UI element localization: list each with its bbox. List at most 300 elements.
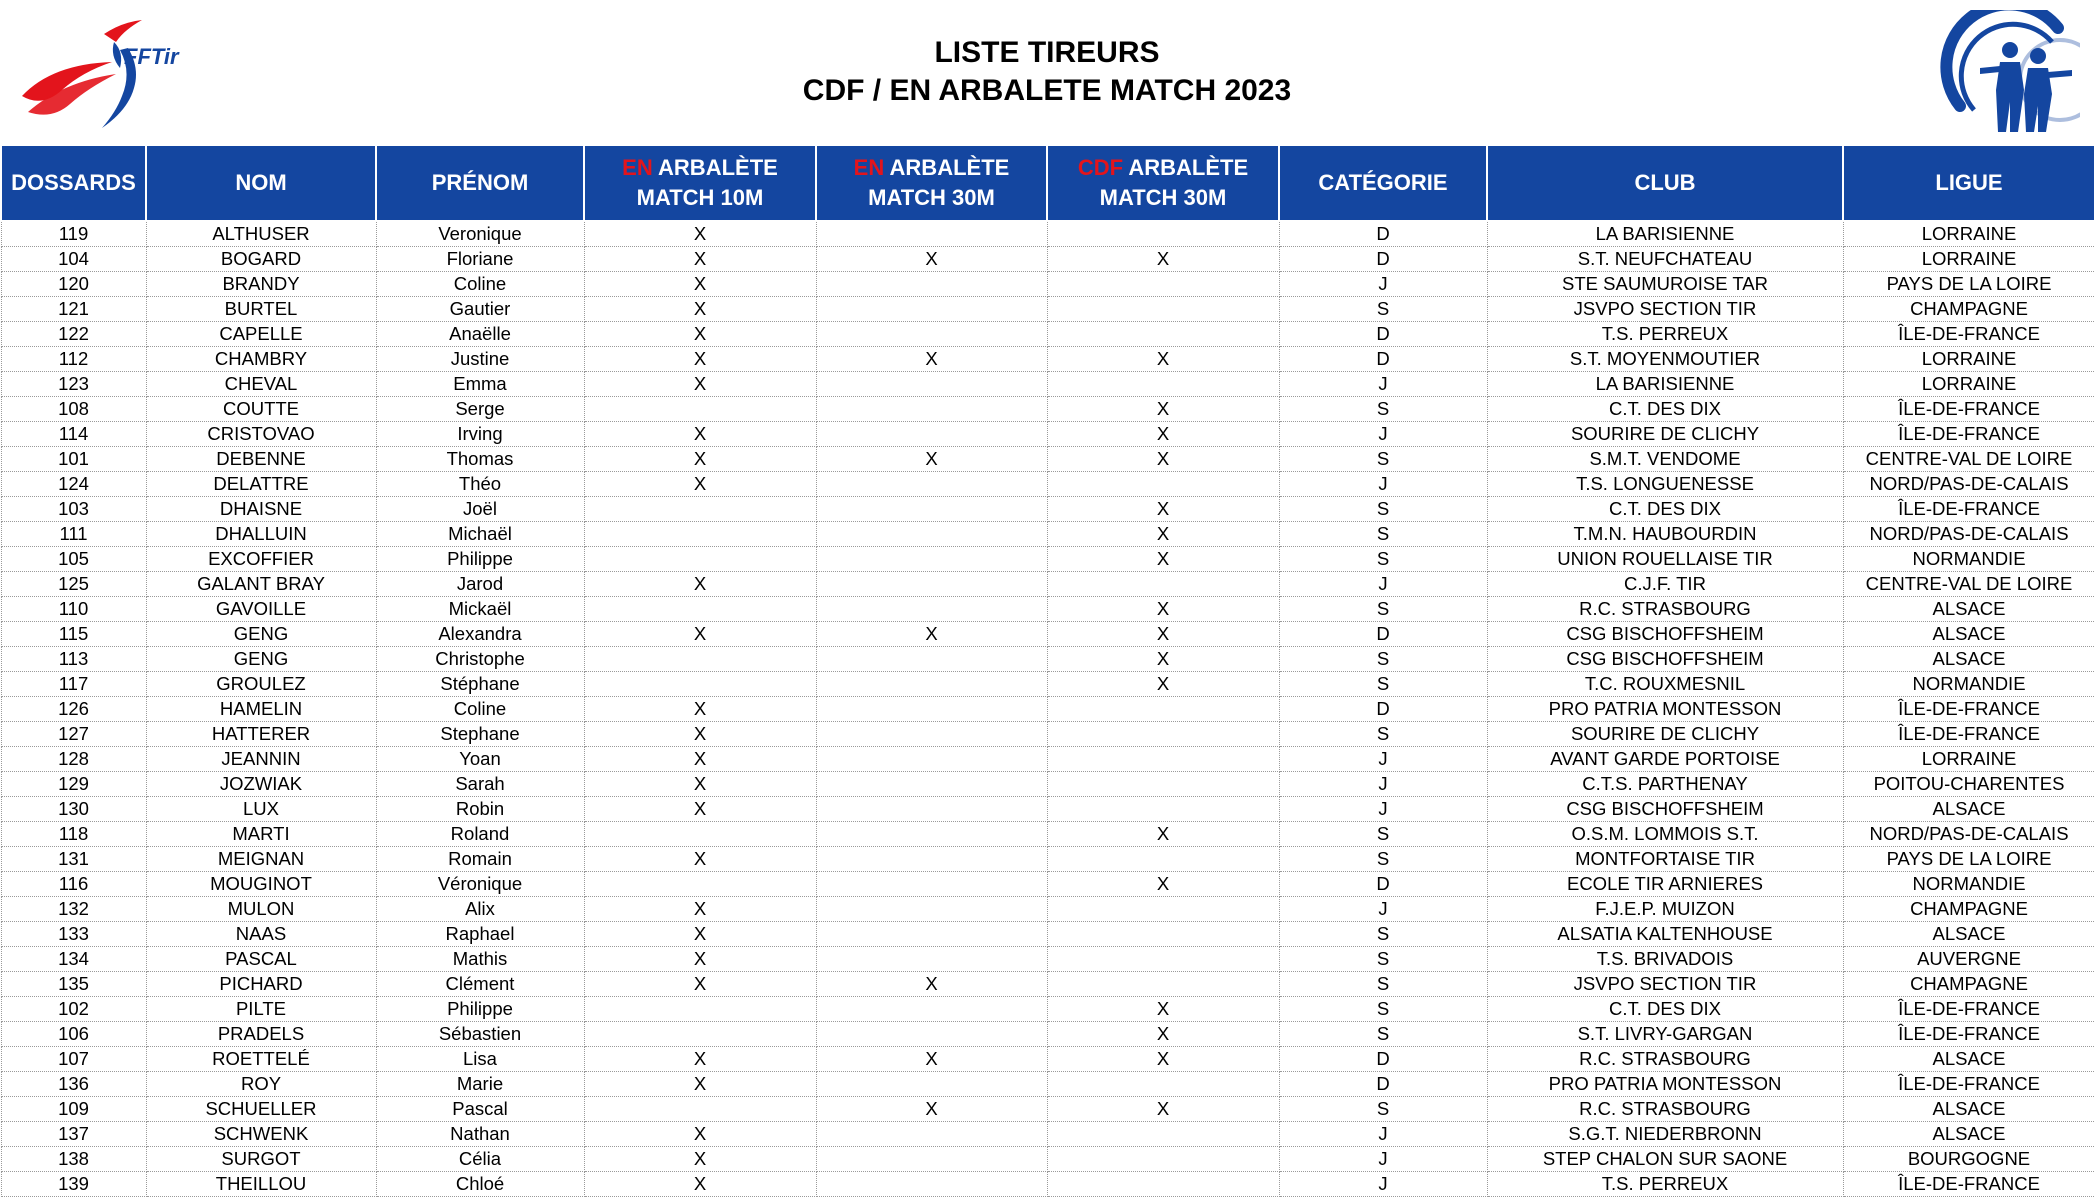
cell-nom: ROETTELÉ	[146, 1047, 376, 1072]
table-row	[1, 247, 2094, 272]
cell-prenom: Anaëlle	[376, 322, 584, 347]
cell-dossard: 113	[1, 647, 146, 672]
cell-club: O.S.M. LOMMOIS S.T.	[1487, 822, 1843, 847]
cell-dossard: 112	[1, 347, 146, 372]
cell-nom: MEIGNAN	[146, 847, 376, 872]
cell-prenom: Sébastien	[376, 1022, 584, 1047]
cell-club: STE SAUMUROISE TAR	[1487, 272, 1843, 297]
cell-nom: GENG	[146, 647, 376, 672]
cell-club: MONTFORTAISE TIR	[1487, 847, 1843, 872]
cell-nom: DELATTRE	[146, 472, 376, 497]
cell-prenom: Nathan	[376, 1122, 584, 1147]
cell-en-10m	[584, 497, 816, 522]
cell-dossard: 104	[1, 247, 146, 272]
cell-nom: JEANNIN	[146, 747, 376, 772]
header-en-30m-prefix: EN	[853, 155, 885, 180]
cell-nom: GALANT BRAY	[146, 572, 376, 597]
cell-categorie: S	[1279, 1097, 1487, 1122]
table-row	[1, 822, 2094, 847]
table-row	[1, 1047, 2094, 1072]
cell-en-30m	[816, 672, 1047, 697]
cell-cdf-30m: X	[1047, 872, 1279, 897]
cell-cdf-30m: X	[1047, 447, 1279, 472]
cell-club: T.M.N. HAUBOURDIN	[1487, 522, 1843, 547]
table-row	[1, 797, 2094, 822]
cell-club: C.T.S. PARTHENAY	[1487, 772, 1843, 797]
cell-prenom: Stéphane	[376, 672, 584, 697]
cell-ligue: CHAMPAGNE	[1843, 972, 2094, 997]
cell-en-30m: X	[816, 247, 1047, 272]
table-row	[1, 422, 2094, 447]
cell-nom: HAMELIN	[146, 697, 376, 722]
table-row	[1, 847, 2094, 872]
cell-en-30m	[816, 297, 1047, 322]
cell-club: JSVPO SECTION TIR	[1487, 972, 1843, 997]
page-header	[0, 0, 2094, 146]
table-header-row	[1, 146, 2094, 221]
cell-dossard: 126	[1, 697, 146, 722]
cell-club: S.T. NEUFCHATEAU	[1487, 247, 1843, 272]
cell-en-10m	[584, 1097, 816, 1122]
cell-nom: ALTHUSER	[146, 221, 376, 247]
cell-club: S.G.T. NIEDERBRONN	[1487, 1122, 1843, 1147]
cell-dossard: 139	[1, 1172, 146, 1197]
cell-dossard: 124	[1, 472, 146, 497]
cell-categorie: J	[1279, 747, 1487, 772]
cell-cdf-30m: X	[1047, 347, 1279, 372]
cell-prenom: Théo	[376, 472, 584, 497]
cell-en-10m: X	[584, 622, 816, 647]
table-row	[1, 522, 2094, 547]
cell-cdf-30m	[1047, 697, 1279, 722]
cell-nom: GENG	[146, 622, 376, 647]
cell-nom: DEBENNE	[146, 447, 376, 472]
cell-cdf-30m	[1047, 722, 1279, 747]
cell-categorie: J	[1279, 572, 1487, 597]
cell-en-30m	[816, 697, 1047, 722]
cell-categorie: J	[1279, 372, 1487, 397]
cell-en-30m	[816, 647, 1047, 672]
cell-club: T.S. BRIVADOIS	[1487, 947, 1843, 972]
cell-dossard: 123	[1, 372, 146, 397]
cell-cdf-30m	[1047, 747, 1279, 772]
cell-nom: MOUGINOT	[146, 872, 376, 897]
table-row	[1, 647, 2094, 672]
cell-nom: BRANDY	[146, 272, 376, 297]
cell-cdf-30m: X	[1047, 1047, 1279, 1072]
cell-categorie: J	[1279, 772, 1487, 797]
cell-en-30m	[816, 221, 1047, 247]
cell-en-30m	[816, 597, 1047, 622]
table-body	[1, 221, 2094, 1197]
cell-categorie: S	[1279, 497, 1487, 522]
cell-ligue: NORMANDIE	[1843, 872, 2094, 897]
cell-categorie: S	[1279, 997, 1487, 1022]
cell-dossard: 122	[1, 322, 146, 347]
cell-club: F.J.E.P. MUIZON	[1487, 897, 1843, 922]
cell-en-30m	[816, 872, 1047, 897]
cell-prenom: Coline	[376, 697, 584, 722]
cell-cdf-30m: X	[1047, 597, 1279, 622]
table-row	[1, 272, 2094, 297]
cell-en-30m	[816, 1072, 1047, 1097]
cell-club: C.T. DES DIX	[1487, 997, 1843, 1022]
cell-dossard: 111	[1, 522, 146, 547]
cell-dossard: 120	[1, 272, 146, 297]
cell-en-10m: X	[584, 1122, 816, 1147]
cell-prenom: Célia	[376, 1147, 584, 1172]
cell-categorie: S	[1279, 647, 1487, 672]
cell-categorie: S	[1279, 297, 1487, 322]
cell-en-30m	[816, 272, 1047, 297]
cell-club: S.T. MOYENMOUTIER	[1487, 347, 1843, 372]
cell-dossard: 110	[1, 597, 146, 622]
cell-en-10m: X	[584, 1047, 816, 1072]
cell-nom: SCHUELLER	[146, 1097, 376, 1122]
header-en-10m	[584, 146, 816, 221]
cell-categorie: S	[1279, 597, 1487, 622]
cell-prenom: Mickaël	[376, 597, 584, 622]
cell-club: CSG BISCHOFFSHEIM	[1487, 647, 1843, 672]
cell-ligue: LORRAINE	[1843, 221, 2094, 247]
cell-dossard: 121	[1, 297, 146, 322]
cell-nom: CHAMBRY	[146, 347, 376, 372]
cell-categorie: D	[1279, 622, 1487, 647]
cell-en-10m: X	[584, 447, 816, 472]
cell-dossard: 136	[1, 1072, 146, 1097]
cell-cdf-30m	[1047, 472, 1279, 497]
cell-ligue: NORMANDIE	[1843, 672, 2094, 697]
cell-club: LA BARISIENNE	[1487, 372, 1843, 397]
cell-en-10m	[584, 397, 816, 422]
table-row	[1, 1022, 2094, 1047]
table-row	[1, 897, 2094, 922]
cell-cdf-30m: X	[1047, 522, 1279, 547]
cell-dossard: 109	[1, 1097, 146, 1122]
cell-categorie: D	[1279, 347, 1487, 372]
header-cdf-30m-prefix: CDF	[1077, 155, 1124, 180]
cell-cdf-30m	[1047, 1172, 1279, 1197]
cell-categorie: S	[1279, 447, 1487, 472]
cell-club: AVANT GARDE PORTOISE	[1487, 747, 1843, 772]
crossbow-archers-logo-icon	[1940, 10, 2080, 134]
table-row	[1, 497, 2094, 522]
cell-categorie: S	[1279, 672, 1487, 697]
cell-ligue: ÎLE-DE-FRANCE	[1843, 397, 2094, 422]
cell-categorie: D	[1279, 221, 1487, 247]
cell-en-10m: X	[584, 1172, 816, 1197]
header-en-30m	[816, 146, 1047, 221]
cell-en-30m	[816, 847, 1047, 872]
table-row	[1, 947, 2094, 972]
header-categorie: CATÉGORIE	[1279, 146, 1487, 221]
cell-ligue: LORRAINE	[1843, 347, 2094, 372]
cell-ligue: CENTRE-VAL DE LOIRE	[1843, 572, 2094, 597]
cell-cdf-30m: X	[1047, 422, 1279, 447]
cell-en-30m	[816, 797, 1047, 822]
cell-ligue: NORMANDIE	[1843, 547, 2094, 572]
cell-cdf-30m: X	[1047, 397, 1279, 422]
cell-cdf-30m	[1047, 847, 1279, 872]
cell-dossard: 119	[1, 221, 146, 247]
cell-prenom: Robin	[376, 797, 584, 822]
cell-en-10m: X	[584, 372, 816, 397]
cell-prenom: Alexandra	[376, 622, 584, 647]
cell-club: ALSATIA KALTENHOUSE	[1487, 922, 1843, 947]
cell-en-30m: X	[816, 622, 1047, 647]
cell-categorie: S	[1279, 547, 1487, 572]
cell-club: R.C. STRASBOURG	[1487, 597, 1843, 622]
cell-dossard: 138	[1, 1147, 146, 1172]
cell-ligue: ALSACE	[1843, 797, 2094, 822]
cell-en-30m	[816, 947, 1047, 972]
cell-prenom: Gautier	[376, 297, 584, 322]
cell-ligue: CHAMPAGNE	[1843, 897, 2094, 922]
cell-ligue: NORD/PAS-DE-CALAIS	[1843, 822, 2094, 847]
cell-ligue: ALSACE	[1843, 1047, 2094, 1072]
cell-categorie: J	[1279, 1122, 1487, 1147]
cell-nom: PICHARD	[146, 972, 376, 997]
cell-en-30m	[816, 997, 1047, 1022]
cell-club: T.S. PERREUX	[1487, 1172, 1843, 1197]
cell-ligue: AUVERGNE	[1843, 947, 2094, 972]
cell-ligue: ALSACE	[1843, 597, 2094, 622]
cell-en-10m: X	[584, 347, 816, 372]
cell-prenom: Philippe	[376, 997, 584, 1022]
cell-nom: LUX	[146, 797, 376, 822]
cell-cdf-30m: X	[1047, 547, 1279, 572]
cell-en-30m	[816, 1172, 1047, 1197]
cell-nom: MARTI	[146, 822, 376, 847]
cell-categorie: J	[1279, 1147, 1487, 1172]
cell-ligue: NORD/PAS-DE-CALAIS	[1843, 472, 2094, 497]
cell-prenom: Michaël	[376, 522, 584, 547]
cell-en-10m: X	[584, 947, 816, 972]
cell-ligue: LORRAINE	[1843, 247, 2094, 272]
cell-en-30m	[816, 722, 1047, 747]
cell-prenom: Pascal	[376, 1097, 584, 1122]
cell-cdf-30m	[1047, 221, 1279, 247]
cell-nom: CRISTOVAO	[146, 422, 376, 447]
table-row	[1, 747, 2094, 772]
header-prenom: PRÉNOM	[376, 146, 584, 221]
cell-dossard: 114	[1, 422, 146, 447]
header-en-10m-prefix: EN	[622, 155, 653, 180]
shooters-table	[0, 146, 2094, 1197]
cell-prenom: Floriane	[376, 247, 584, 272]
cell-club: R.C. STRASBOURG	[1487, 1097, 1843, 1122]
table-row	[1, 772, 2094, 797]
cell-categorie: J	[1279, 422, 1487, 447]
table-row	[1, 1122, 2094, 1147]
cell-en-10m	[584, 647, 816, 672]
cell-en-30m	[816, 522, 1047, 547]
cell-categorie: S	[1279, 822, 1487, 847]
cell-en-10m: X	[584, 422, 816, 447]
cell-prenom: Véronique	[376, 872, 584, 897]
cell-prenom: Philippe	[376, 547, 584, 572]
cell-dossard: 105	[1, 547, 146, 572]
cell-club: CSG BISCHOFFSHEIM	[1487, 797, 1843, 822]
cell-club: CSG BISCHOFFSHEIM	[1487, 622, 1843, 647]
cell-cdf-30m	[1047, 322, 1279, 347]
table-row	[1, 547, 2094, 572]
cell-dossard: 131	[1, 847, 146, 872]
cell-categorie: J	[1279, 797, 1487, 822]
cell-dossard: 134	[1, 947, 146, 972]
cell-en-10m	[584, 672, 816, 697]
cell-prenom: Raphael	[376, 922, 584, 947]
cell-categorie: D	[1279, 872, 1487, 897]
cell-categorie: S	[1279, 947, 1487, 972]
cell-en-10m: X	[584, 897, 816, 922]
header-en-30m-line1: ARBALÈTE	[889, 155, 1010, 180]
table-row	[1, 372, 2094, 397]
header-en-10m-line2: MATCH 10M	[636, 185, 764, 210]
cell-en-30m	[816, 1122, 1047, 1147]
cell-en-10m	[584, 1022, 816, 1047]
cell-prenom: Joël	[376, 497, 584, 522]
cell-en-30m: X	[816, 347, 1047, 372]
cell-cdf-30m	[1047, 372, 1279, 397]
cell-club: S.T. LIVRY-GARGAN	[1487, 1022, 1843, 1047]
cell-nom: SURGOT	[146, 1147, 376, 1172]
cell-dossard: 133	[1, 922, 146, 947]
cell-cdf-30m	[1047, 572, 1279, 597]
table-row	[1, 597, 2094, 622]
cell-en-30m	[816, 572, 1047, 597]
cell-prenom: Jarod	[376, 572, 584, 597]
cell-categorie: D	[1279, 697, 1487, 722]
table-row	[1, 1097, 2094, 1122]
cell-nom: COUTTE	[146, 397, 376, 422]
cell-ligue: ÎLE-DE-FRANCE	[1843, 1072, 2094, 1097]
cell-nom: DHALLUIN	[146, 522, 376, 547]
table-row	[1, 322, 2094, 347]
cell-en-10m	[584, 597, 816, 622]
page-subtitle: CDF / EN ARBALETE MATCH 2023	[802, 74, 1292, 107]
cell-cdf-30m	[1047, 922, 1279, 947]
cell-nom: PILTE	[146, 997, 376, 1022]
cell-prenom: Emma	[376, 372, 584, 397]
cell-nom: GAVOILLE	[146, 597, 376, 622]
header-dossards: DOSSARDS	[1, 146, 146, 221]
cell-dossard: 135	[1, 972, 146, 997]
cell-categorie: D	[1279, 322, 1487, 347]
page-title: LISTE TIREURS	[934, 36, 1160, 69]
cell-ligue: ALSACE	[1843, 622, 2094, 647]
cell-en-30m	[816, 1022, 1047, 1047]
cell-en-30m	[816, 822, 1047, 847]
header-en-30m-line2: MATCH 30M	[868, 185, 995, 210]
table-row	[1, 922, 2094, 947]
table-row	[1, 722, 2094, 747]
cell-prenom: Lisa	[376, 1047, 584, 1072]
cell-cdf-30m	[1047, 947, 1279, 972]
cell-cdf-30m	[1047, 972, 1279, 997]
cell-dossard: 101	[1, 447, 146, 472]
cell-ligue: LORRAINE	[1843, 372, 2094, 397]
header-cdf-30m-line2: MATCH 30M	[1099, 185, 1227, 210]
cell-cdf-30m	[1047, 272, 1279, 297]
cell-en-10m: X	[584, 972, 816, 997]
cell-nom: PASCAL	[146, 947, 376, 972]
cell-en-10m: X	[584, 472, 816, 497]
cell-categorie: D	[1279, 1047, 1487, 1072]
cell-categorie: S	[1279, 722, 1487, 747]
cell-nom: PRADELS	[146, 1022, 376, 1047]
cell-en-10m	[584, 822, 816, 847]
cell-en-10m: X	[584, 697, 816, 722]
cell-club: S.M.T. VENDOME	[1487, 447, 1843, 472]
cell-en-30m	[816, 747, 1047, 772]
fftir-rooster-logo-icon	[12, 12, 192, 134]
table-row	[1, 872, 2094, 897]
cell-prenom: Justine	[376, 347, 584, 372]
cell-ligue: ÎLE-DE-FRANCE	[1843, 1172, 2094, 1197]
cell-dossard: 116	[1, 872, 146, 897]
table-row	[1, 297, 2094, 322]
cell-club: ECOLE TIR ARNIERES	[1487, 872, 1843, 897]
cell-ligue: ÎLE-DE-FRANCE	[1843, 422, 2094, 447]
cell-dossard: 127	[1, 722, 146, 747]
cell-en-10m: X	[584, 772, 816, 797]
cell-ligue: ÎLE-DE-FRANCE	[1843, 697, 2094, 722]
cell-club: C.T. DES DIX	[1487, 397, 1843, 422]
cell-nom: ROY	[146, 1072, 376, 1097]
header-en-10m-line1: ARBALÈTE	[658, 155, 778, 180]
cell-en-30m	[816, 1147, 1047, 1172]
cell-en-10m: X	[584, 1147, 816, 1172]
cell-nom: CHEVAL	[146, 372, 376, 397]
cell-club: STEP CHALON SUR SAONE	[1487, 1147, 1843, 1172]
cell-ligue: ALSACE	[1843, 1097, 2094, 1122]
cell-club: JSVPO SECTION TIR	[1487, 297, 1843, 322]
cell-en-10m	[584, 872, 816, 897]
table-row	[1, 697, 2094, 722]
cell-en-30m: X	[816, 447, 1047, 472]
cell-en-10m: X	[584, 1072, 816, 1097]
cell-prenom: Mathis	[376, 947, 584, 972]
logo-left-text: FFTir	[124, 44, 179, 69]
cell-en-10m	[584, 997, 816, 1022]
cell-ligue: ALSACE	[1843, 922, 2094, 947]
cell-club: SOURIRE DE CLICHY	[1487, 722, 1843, 747]
table-row	[1, 997, 2094, 1022]
cell-cdf-30m: X	[1047, 1022, 1279, 1047]
table-row	[1, 447, 2094, 472]
cell-prenom: Alix	[376, 897, 584, 922]
header-club: CLUB	[1487, 146, 1843, 221]
cell-prenom: Thomas	[376, 447, 584, 472]
cell-en-10m: X	[584, 747, 816, 772]
header-cdf-30m-line1: ARBALÈTE	[1128, 155, 1249, 180]
header-ligue: LIGUE	[1843, 146, 2094, 221]
table-row	[1, 1072, 2094, 1097]
cell-categorie: S	[1279, 1022, 1487, 1047]
cell-nom: HATTERER	[146, 722, 376, 747]
cell-club: PRO PATRIA MONTESSON	[1487, 1072, 1843, 1097]
cell-prenom: Christophe	[376, 647, 584, 672]
cell-nom: NAAS	[146, 922, 376, 947]
cell-en-10m: X	[584, 847, 816, 872]
cell-ligue: ALSACE	[1843, 647, 2094, 672]
header-nom: NOM	[146, 146, 376, 221]
cell-en-10m	[584, 547, 816, 572]
cell-ligue: ÎLE-DE-FRANCE	[1843, 1022, 2094, 1047]
cell-ligue: LORRAINE	[1843, 747, 2094, 772]
cell-categorie: J	[1279, 897, 1487, 922]
